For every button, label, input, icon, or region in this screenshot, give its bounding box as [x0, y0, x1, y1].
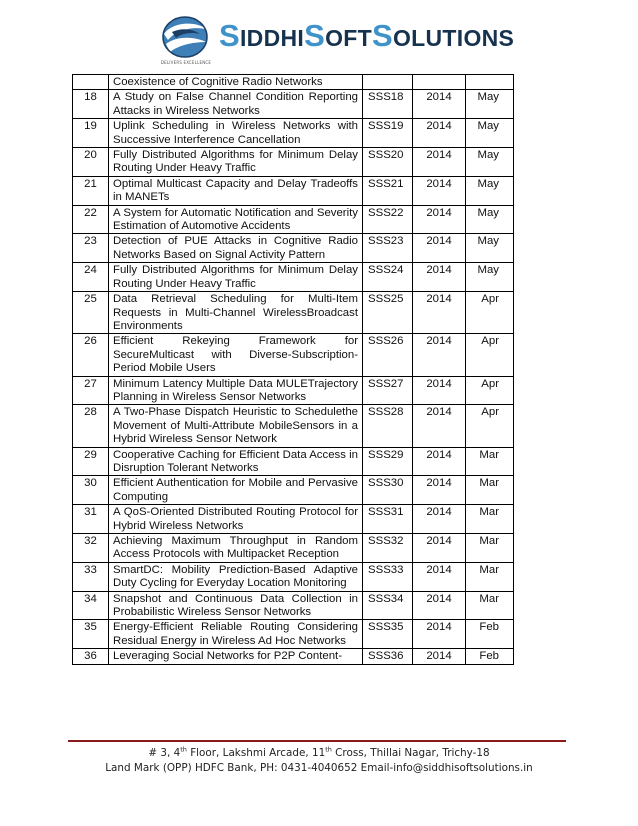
cell-year: 2014: [413, 234, 466, 263]
cell-number: 24: [73, 263, 109, 292]
table-row: [73, 620, 514, 649]
cell-title: SmartDC: Mobility Prediction-Based Adaptive Duty Cycling for Everyday Location Monitoring: [109, 562, 363, 591]
cell-number: 20: [73, 148, 109, 177]
cell-title: A QoS-Oriented Distributed Routing Protocol for Hybrid Wireless Networks: [109, 505, 363, 534]
cell-code: SSS32: [363, 534, 413, 563]
cell-number: 31: [73, 505, 109, 534]
paper-list: [72, 74, 513, 665]
cell-year: 2014: [413, 176, 466, 205]
brand-name: SIDDHISOFTSOLUTIONS: [219, 18, 515, 53]
cell-title: Leveraging Social Networks for P2P Content-: [109, 649, 363, 664]
cell-month: May: [466, 176, 514, 205]
cell-code: SSS21: [363, 176, 413, 205]
cell-code: SSS30: [363, 476, 413, 505]
cell-year: 2014: [413, 148, 466, 177]
cell-number: 35: [73, 620, 109, 649]
cell-month: Apr: [466, 376, 514, 405]
cell-code: SSS22: [363, 205, 413, 234]
cell-month: Feb: [466, 649, 514, 664]
cell-year: 2014: [413, 591, 466, 620]
cell-code: SSS29: [363, 447, 413, 476]
cell-number: [73, 75, 109, 90]
cell-month: May: [466, 119, 514, 148]
cell-year: 2014: [413, 562, 466, 591]
cell-title: A Study on False Channel Condition Reporting Attacks in Wireless Networks: [109, 90, 363, 119]
cell-title: Fully Distributed Algorithms for Minimum Delay Routing Under Heavy Traffic: [109, 263, 363, 292]
cell-title: A System for Automatic Notification and Severity Estimation of Automotive Accidents: [109, 205, 363, 234]
cell-title: Minimum Latency Multiple Data MULETrajectory Planning in Wireless Sensor Networks: [109, 376, 363, 405]
footer-address: [0, 746, 638, 776]
cell-code: [363, 75, 413, 90]
table-row: [73, 292, 514, 334]
cell-code: SSS35: [363, 620, 413, 649]
cell-code: SSS20: [363, 148, 413, 177]
cell-number: 22: [73, 205, 109, 234]
cell-number: 34: [73, 591, 109, 620]
cell-code: SSS27: [363, 376, 413, 405]
cell-year: 2014: [413, 292, 466, 334]
cell-title: Detection of PUE Attacks in Cognitive Radio Networks Based on Signal Activity Pattern: [109, 234, 363, 263]
cell-year: 2014: [413, 649, 466, 664]
cell-month: May: [466, 90, 514, 119]
cell-code: SSS28: [363, 405, 413, 447]
cell-month: May: [466, 263, 514, 292]
logo-tagline: DELIVERS EXCELLENCE: [160, 60, 212, 65]
cell-year: 2014: [413, 376, 466, 405]
cell-code: SSS33: [363, 562, 413, 591]
table-row: [73, 334, 514, 376]
table-row: [73, 148, 514, 177]
table-row-continued: [73, 75, 514, 90]
cell-month: Apr: [466, 405, 514, 447]
cell-number: 19: [73, 119, 109, 148]
cell-year: [413, 75, 466, 90]
table-row: [73, 405, 514, 447]
cell-title: Data Retrieval Scheduling for Multi-Item Requests in Multi-Channel WirelessBroadcast Environments: [109, 292, 363, 334]
table-row: [73, 562, 514, 591]
cell-month: Apr: [466, 334, 514, 376]
cell-number: 30: [73, 476, 109, 505]
paper-table: [72, 74, 514, 665]
cell-number: 32: [73, 534, 109, 563]
cell-number: 26: [73, 334, 109, 376]
cell-year: 2014: [413, 620, 466, 649]
cell-title: Achieving Maximum Throughput in Random Access Protocols with Multipacket Reception: [109, 534, 363, 563]
cell-title: Coexistence of Cognitive Radio Networks: [109, 75, 363, 90]
table-row: [73, 176, 514, 205]
cell-year: 2014: [413, 90, 466, 119]
cell-code: SSS26: [363, 334, 413, 376]
cell-code: SSS19: [363, 119, 413, 148]
cell-month: Mar: [466, 562, 514, 591]
cell-title: Efficient Authentication for Mobile and Pervasive Computing: [109, 476, 363, 505]
cell-number: 18: [73, 90, 109, 119]
cell-year: 2014: [413, 405, 466, 447]
cell-year: 2014: [413, 334, 466, 376]
cell-year: 2014: [413, 205, 466, 234]
cell-title: Efficient Rekeying Framework for SecureMulticast with Diverse-Subscription-Period Mobile Users: [109, 334, 363, 376]
cell-month: [466, 75, 514, 90]
cell-year: 2014: [413, 119, 466, 148]
cell-title: Energy-Efficient Reliable Routing Considering Residual Energy in Wireless Ad Hoc Networks: [109, 620, 363, 649]
table-row: [73, 263, 514, 292]
cell-code: SSS23: [363, 234, 413, 263]
cell-title: Snapshot and Continuous Data Collection in Probabilistic Wireless Sensor Networks: [109, 591, 363, 620]
table-row: [73, 591, 514, 620]
cell-month: Feb: [466, 620, 514, 649]
footer-address-line: # 3, 4th Floor, Lakshmi Arcade, 11th Cross, Thillai Nagar, Trichy-18: [148, 745, 490, 759]
table-row: [73, 376, 514, 405]
cell-year: 2014: [413, 447, 466, 476]
cell-title: Uplink Scheduling in Wireless Networks with Successive Interference Cancellation: [109, 119, 363, 148]
footer-contact-line: Land Mark (OPP) HDFC Bank, PH: 0431-4040652 Email-info@siddhisoftsolutions.in: [105, 762, 533, 774]
cell-number: 33: [73, 562, 109, 591]
cell-code: SSS24: [363, 263, 413, 292]
table-row: [73, 476, 514, 505]
table-row: [73, 234, 514, 263]
cell-number: 29: [73, 447, 109, 476]
cell-month: May: [466, 234, 514, 263]
table-row: [73, 119, 514, 148]
footer-rule: [68, 740, 566, 742]
cell-title: Cooperative Caching for Efficient Data Access in Disruption Tolerant Networks: [109, 447, 363, 476]
globe-swirl-logo-icon: [158, 14, 214, 60]
cell-month: Mar: [466, 505, 514, 534]
cell-year: 2014: [413, 476, 466, 505]
table-row: [73, 205, 514, 234]
cell-year: 2014: [413, 505, 466, 534]
cell-month: May: [466, 148, 514, 177]
cell-code: SSS31: [363, 505, 413, 534]
table-row: [73, 505, 514, 534]
cell-number: 36: [73, 649, 109, 664]
table-row: [73, 90, 514, 119]
cell-month: Apr: [466, 292, 514, 334]
cell-year: 2014: [413, 534, 466, 563]
cell-code: SSS34: [363, 591, 413, 620]
cell-title: A Two-Phase Dispatch Heuristic to Schedulethe Movement of Multi-Attribute MobileSensors in a Hybrid Wireless Sensor Network: [109, 405, 363, 447]
cell-title: Fully Distributed Algorithms for Minimum Delay Routing Under Heavy Traffic: [109, 148, 363, 177]
cell-code: SSS25: [363, 292, 413, 334]
cell-number: 23: [73, 234, 109, 263]
cell-month: Mar: [466, 476, 514, 505]
cell-month: Mar: [466, 447, 514, 476]
cell-number: 21: [73, 176, 109, 205]
cell-month: Mar: [466, 534, 514, 563]
cell-number: 27: [73, 376, 109, 405]
table-row: [73, 649, 514, 664]
cell-year: 2014: [413, 263, 466, 292]
cell-month: May: [466, 205, 514, 234]
cell-number: 25: [73, 292, 109, 334]
cell-number: 28: [73, 405, 109, 447]
cell-month: Mar: [466, 591, 514, 620]
table-row: [73, 534, 514, 563]
cell-title: Optimal Multicast Capacity and Delay Tradeoffs in MANETs: [109, 176, 363, 205]
page-header: [0, 0, 638, 74]
table-row: [73, 447, 514, 476]
cell-code: SSS18: [363, 90, 413, 119]
cell-code: SSS36: [363, 649, 413, 664]
